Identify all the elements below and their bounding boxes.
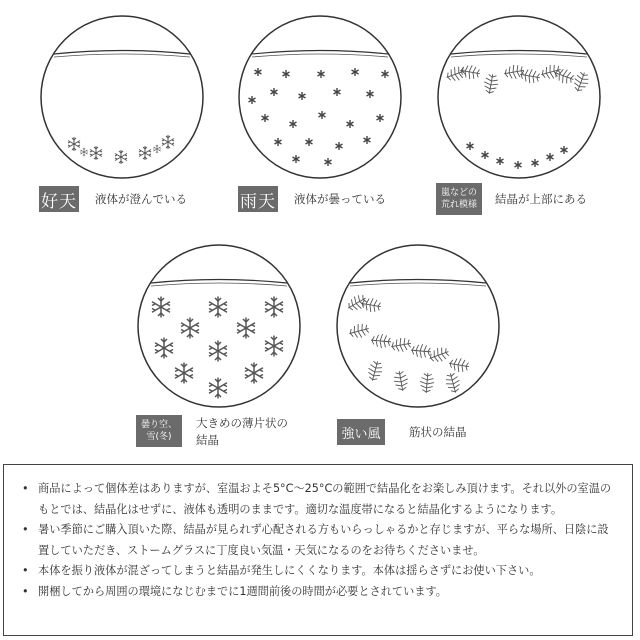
- panel-caption: 結晶が上部にある: [495, 192, 587, 206]
- note-item: • 暑い季節にご購入頂いた際、結晶が見られず心配される方もいらっしゃるかと存じますが、平らな場所、日陰に設置していただき、ストームグラスに丁度良い気温・天気になるのをお待ちくださいませ。: [18, 520, 616, 561]
- panel-rain-circle: [237, 14, 403, 180]
- panel-caption: 液体が澄んでいる: [95, 192, 187, 206]
- panel-caption: 液体が曇っている: [294, 192, 386, 206]
- weather-tag: 強い風: [337, 419, 385, 445]
- weather-tag: 嵐などの荒れ模様: [436, 183, 482, 215]
- weather-tag: 曇り空、雪(冬): [136, 415, 182, 447]
- note-item: • 開梱してから周囲の環境になじむまでに1週間前後の時間が必要とされています。: [18, 582, 616, 603]
- panel-storm-circle: [436, 14, 602, 180]
- notes-list: [18, 479, 616, 602]
- panel-snow-circle: [136, 243, 302, 409]
- note-item: • 本体を振り液体が混ざってしまうと結晶が発生しにくくなります。本体は揺らさずにお使い下さい。: [18, 561, 616, 582]
- notes-box: [3, 464, 633, 636]
- panel-caption: 大きめの薄片状の結晶: [196, 416, 288, 447]
- weather-tag: 雨天: [238, 186, 278, 212]
- note-item: • 商品によって個体差はありますが、室温およそ5°C〜25°Cの範囲で結晶化をお楽しみ頂けます。それ以外の室温のもとでは、結晶化はせずに、液体も透明のままです。適切な温度帯になると結晶化するようになります。: [18, 479, 616, 520]
- weather-tag: 好天: [39, 186, 79, 212]
- panel-wind-circle: [335, 243, 501, 409]
- panel-clear-circle: [39, 14, 205, 180]
- panel-caption: 筋状の結晶: [409, 425, 467, 439]
